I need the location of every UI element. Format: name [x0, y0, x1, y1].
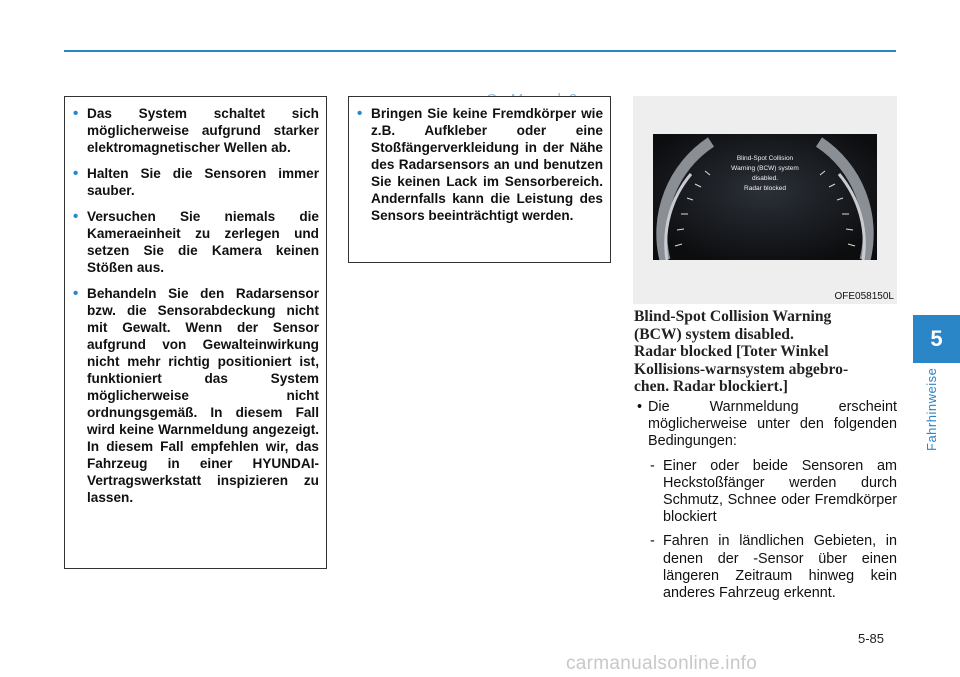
- cluster-line-2: Warning (BCW) system: [731, 165, 799, 172]
- figure-label: OFE058150L: [834, 291, 894, 302]
- dash-icon: -: [650, 457, 655, 474]
- caution-box-left: [64, 96, 327, 569]
- list-item: • Die Warnmeldung erscheint möglicherweise unter den folgenden Bedingungen:: [637, 399, 897, 450]
- bullet-icon: •: [357, 105, 363, 122]
- caution-item: • Bringen Sie keine Fremdkörper wie z.B. Aufkleber oder eine Stoßfängerverkleidung in der Nähe des Radarsensors an und benutzen Sie keinen Lack im Sensorbereich. Andernfalls kann die Leistung des Sensors beeinträchtigt werden.: [357, 105, 603, 223]
- watermark-bottom[interactable]: carmanualsonline.info: [566, 653, 758, 674]
- cluster-display-image: [653, 134, 877, 260]
- cluster-line-1: Blind-Spot Collision: [736, 155, 794, 162]
- caution-item: • Das System schaltet sich möglicherweise aufgrund starker elektromagnetischer Wellen ab.: [73, 105, 319, 155]
- bullet-icon: •: [73, 165, 79, 182]
- caution-item: • Halten Sie die Sensoren immer sauber.: [73, 165, 319, 198]
- dash-icon: -: [650, 533, 655, 550]
- cluster-line-3: disabled.: [751, 175, 779, 182]
- sub-list-item: - Fahren in ländlichen Gebieten, in denen der -Sensor über einen längeren Zeitraum hinweg kein anderes Fahrzeug erkennt.: [650, 533, 897, 602]
- page-number: 5-85: [858, 631, 885, 646]
- condition-list: [634, 399, 897, 602]
- chapter-tab[interactable]: 5: [913, 315, 960, 363]
- bullet-icon: •: [73, 285, 79, 302]
- bullet-icon: •: [637, 399, 643, 415]
- cluster-line-4: Radar blocked: [744, 185, 786, 192]
- chapter-label: Fahrhinweise: [924, 368, 939, 452]
- section-heading: Blind-Spot Collision Warning (BCW) system disabled. Radar blocked [Toter Winkel Kollisions-warnsystem abgebro- chen. Radar blockiert.]: [634, 308, 849, 395]
- bullet-icon: •: [73, 208, 79, 225]
- caution-item: • Versuchen Sie niemals die Kameraeinheit zu zerlegen und setzen Sie die Kamera keinen Stößen aus.: [73, 208, 319, 275]
- instrument-cluster-figure: [633, 96, 897, 304]
- sub-list-item: - Einer oder beide Sensoren am Heckstoßfänger werden durch Schmutz, Schnee oder Fremdkörper blockiert: [650, 457, 897, 526]
- caution-item: • Behandeln Sie den Radarsensor bzw. die Sensorabdeckung nicht mit Gewalt. Wenn der Sensor aufgrund von Gewalteinwirkung nicht mehr richtig positioniert ist, funktioniert das System möglicherweise nicht ordnungsgemäß. In diesem Fall wird keine Warnmeldung angezeigt. In diesem Fall empfehlen wir, das Fahrzeug in einer HYUNDAI-Vertragswerkstatt inspizieren zu lassen.: [73, 285, 319, 505]
- caution-box-middle: [348, 96, 611, 263]
- bullet-icon: •: [73, 105, 79, 122]
- top-rule: [64, 50, 896, 52]
